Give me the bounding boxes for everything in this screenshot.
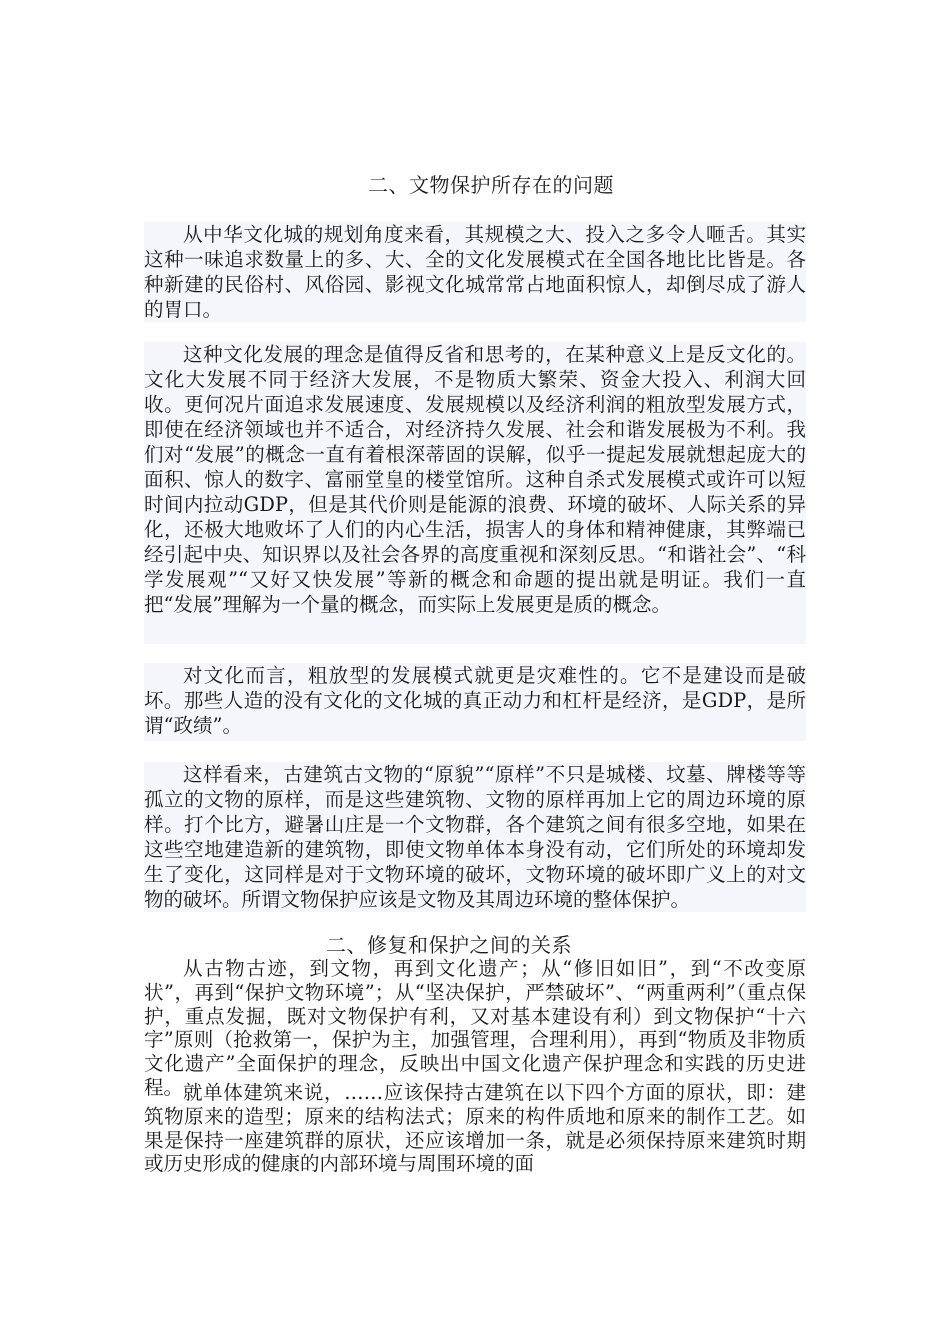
section-heading-restoration-protection: 二、修复和保护之间的关系 [326, 933, 572, 957]
paragraph-original-appearance: 这样看来，古建筑古文物的“原貌”“原样”不只是城楼、坟墓、牌楼等等孤立的文物的原样，而是这些建筑物、文物的原样再加上它的周边环境的原样。打个比方，避暑山庄是一个文物群，各个建筑之间有很多空地，如果在这些空地建造新的建筑物，即使文物单体本身没有动，它们所处的环境却发生了变化，这同样是对于文物环境的破坏，文物环境的破坏即广义上的对文物的破坏。所谓文物保护应该是文物及其周边环境的整体保护。 [144, 763, 806, 911]
paragraph-development-concept: 这种文化发展的理念是值得反省和思考的，在某种意义上是反文化的。文化大发展不同于经济大发展，不是物质大繁荣、资金大投入、利润大回收。更何况片面追求发展速度、发展规模以及经济利润的粗放型发展方式，即使在经济领域也并不适合，对经济持久发展、社会和谐发展极为不利。我们对“发展”的概念一直有着根深蒂固的误解，似乎一提起发展就想起庞大的面积、惊人的数字、富丽堂皇的楼堂馆所。这种自杀式发展模式或许可以短时间内拉动GDP，但是其代价则是能源的浪费、环境的破坏、人际关系的异化，还极大地败坏了人们的内心生活，损害人的身体和精神健康，其弊端已经引起中央、知识界以及社会各界的高度重视和深刻反思。“和谐社会”、“科学发展观”“又好又快发展”等新的概念和命题的提出就是明证。我们一直把“发展”理解为一个量的概念，而实际上发展更是质的概念。 [144, 342, 806, 644]
paragraph-protection-history: 从古物古迹，到文物，再到文化遗产；从“修旧如旧”，到“不改变原状”，再到“保护文物环境”；从“坚决保护，严禁破坏”、“两重两利”（重点保护，重点发掘，既对文物保护有利，又对基本建设有利）到文物保护“十六字”原则（抢救第一，保护为主，加强管理，合理利用），再到“物质及非物质文化遗产”全面保护的理念，反映出中国文化遗产保护理念和实践的历史进程。 [144, 957, 806, 1099]
paragraph-extensive-model: 对文化而言，粗放型的发展模式就更是灾难性的。它不是建设而是破坏。那些人造的没有文化的文化城的真正动力和杠杆是经济，是GDP，是所谓“政绩”。 [144, 663, 806, 741]
paragraph-cultural-city-scale: 从中华文化城的规划角度来看，其规模之大、投入之多令人咂舌。其实这种一味追求数量上的多、大、全的文化发展模式在全国各地比比皆是。各种新建的民俗村、风俗园、影视文化城常常占地面积惊人，却倒尽成了游人的胃口。 [144, 223, 806, 321]
section-heading-problems: 二、文物保护所存在的问题 [368, 173, 614, 197]
paragraph-single-building: 就单体建筑来说，……应该保持古建筑在以下四个方面的原状，即：建筑物原来的造型；原来的结构法式；原来的构件质地和原来的制作工艺。如果是保持一座建筑群的原状，还应该增加一条，就是必须保持原来建筑时期或历史形成的健康的内部环境与周围环境的面 [144, 1081, 806, 1176]
